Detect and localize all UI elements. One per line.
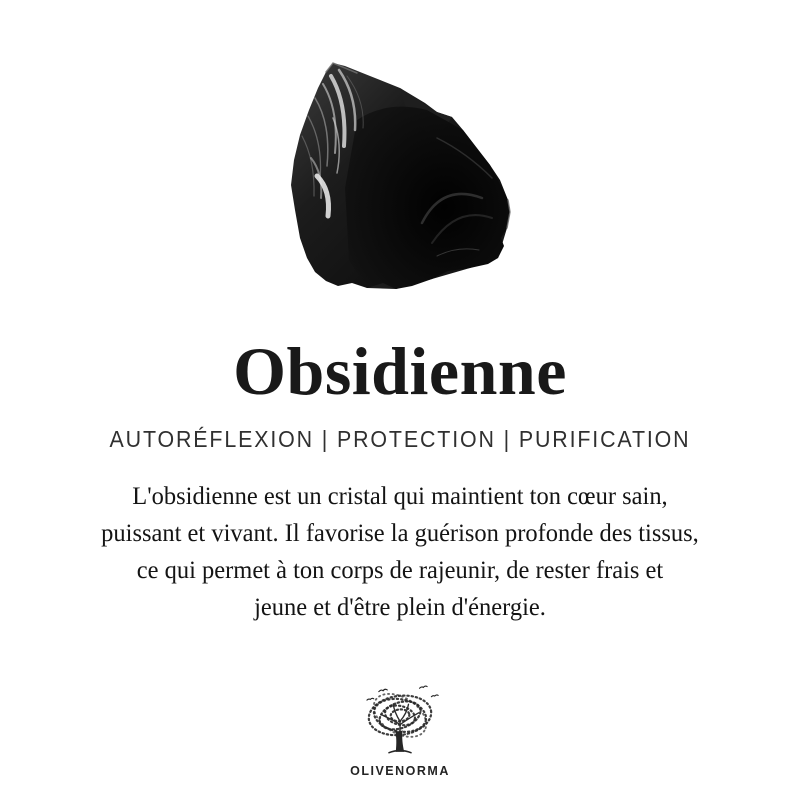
tree-trunk — [395, 730, 404, 752]
obsidian-stone-illustration — [287, 58, 513, 290]
description-line: jeune et d'être plein d'énergie. — [254, 592, 546, 621]
brand-name: OLIVENORMA — [350, 764, 450, 778]
description-line: puissant et vivant. Il favorise la guérison profonde des tissus, — [101, 518, 699, 547]
product-title: Obsidienne — [233, 333, 567, 409]
keywords-subtitle: AUTORÉFLEXION | PROTECTION | PURIFICATION — [109, 426, 691, 452]
product-description — [16, 477, 784, 625]
birds-icon — [367, 686, 438, 700]
tree-with-birds-icon — [345, 684, 455, 762]
obsidian-stone-photo — [287, 58, 513, 290]
description-line: L'obsidienne est un cristal qui maintient ton cœur sain, — [132, 481, 668, 510]
description-line: ce qui permet à ton corps de rajeunir, de rester frais et — [136, 555, 664, 584]
brand-logo-block — [0, 684, 800, 778]
